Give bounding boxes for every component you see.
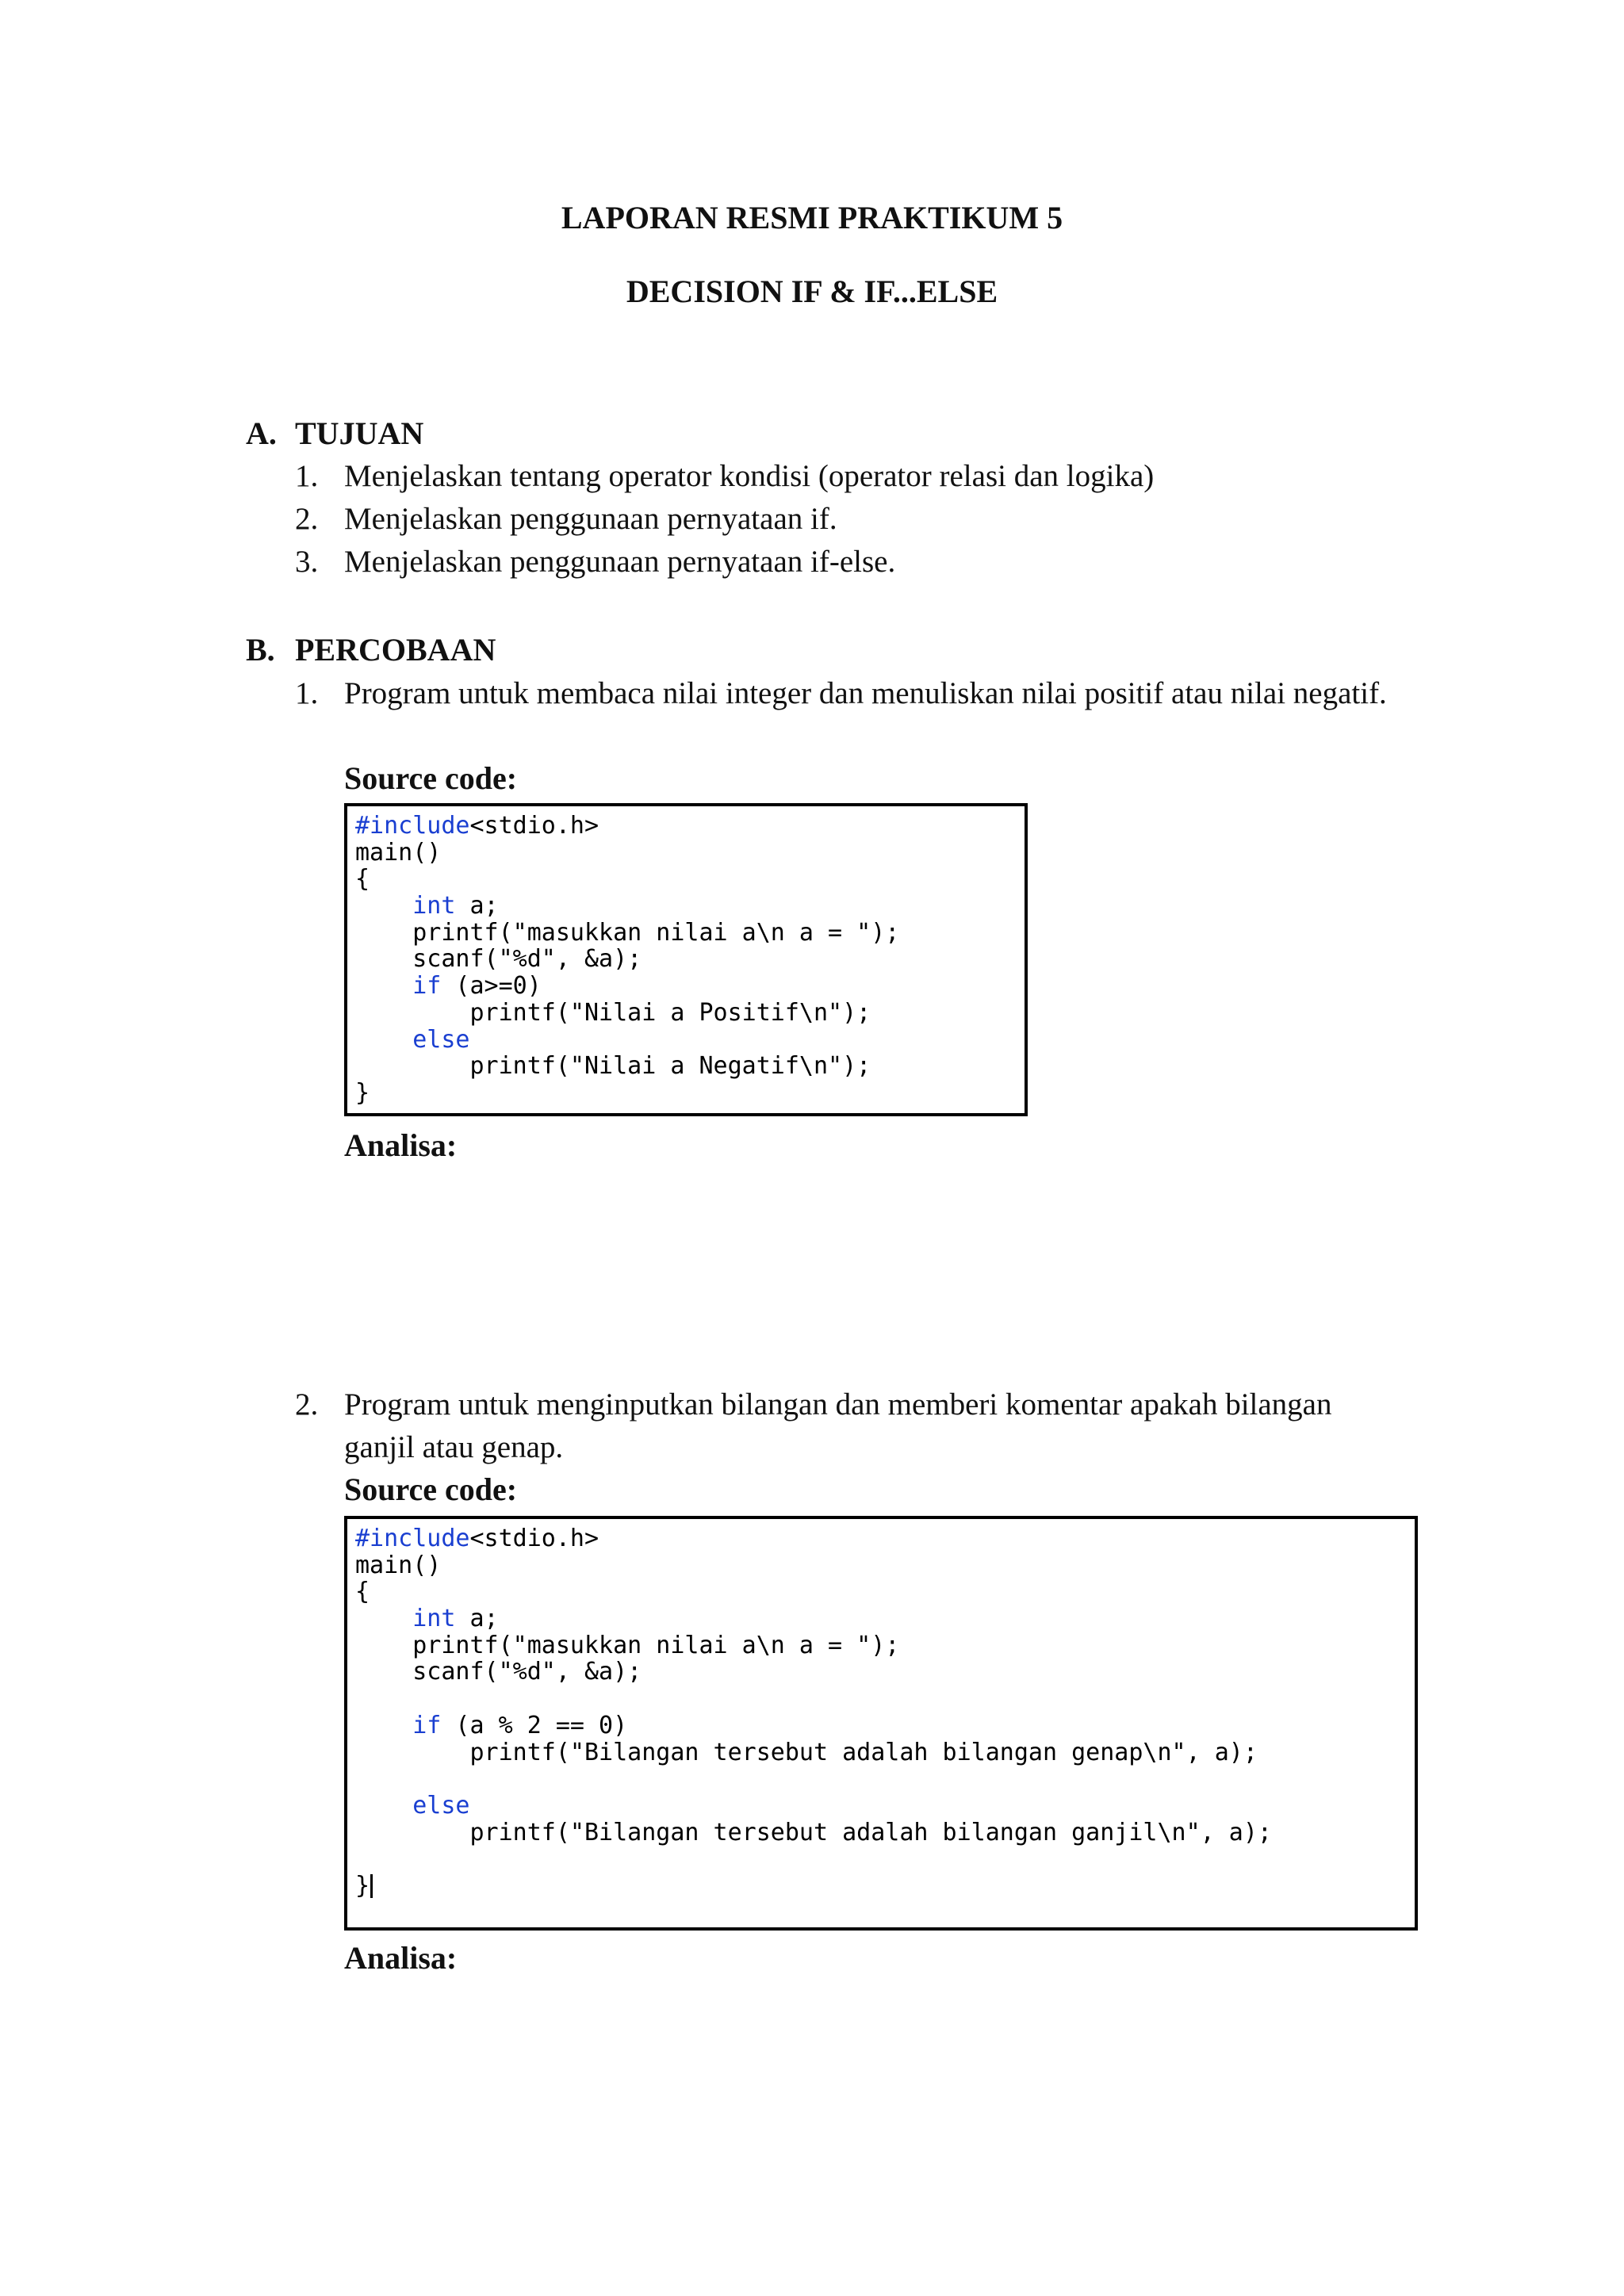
code-line bbox=[355, 840, 899, 867]
analysis-label: Analisa: bbox=[344, 1940, 458, 1976]
experiment-number: 2. bbox=[295, 1387, 319, 1422]
code-listing bbox=[355, 813, 899, 1107]
source-code-label: Source code: bbox=[344, 760, 518, 796]
code-text: printf("Nilai a Negatif\n"); bbox=[355, 1052, 871, 1081]
objective-number: 2. bbox=[295, 502, 319, 536]
code-text: scanf("%d", &a); bbox=[355, 945, 642, 974]
code-text: <stdio.h> bbox=[469, 1525, 599, 1552]
objective-text: Menjelaskan penggunaan pernyataan if. bbox=[344, 502, 837, 536]
objective-item bbox=[295, 455, 1389, 498]
code-text: printf("Nilai a Positif\n"); bbox=[355, 998, 871, 1027]
code-line bbox=[355, 1000, 899, 1027]
code-text: <stdio.h> bbox=[469, 812, 599, 840]
code-line bbox=[355, 813, 899, 840]
experiment-2 bbox=[295, 1383, 1389, 1469]
code-text: printf("Bilangan tersebut adalah bilangan ganjil\n", a); bbox=[355, 1818, 1272, 1846]
code-text: { bbox=[355, 1578, 370, 1606]
code-text bbox=[355, 1712, 412, 1739]
code-line bbox=[355, 1873, 1272, 1900]
page-title: LAPORAN RESMI PRAKTIKUM 5 bbox=[561, 200, 1063, 235]
code-line bbox=[355, 1525, 1272, 1552]
code-block-1 bbox=[344, 803, 1028, 1116]
code-text bbox=[355, 1026, 412, 1054]
section-a-letter: A. bbox=[246, 415, 277, 451]
code-keyword: else bbox=[412, 1025, 470, 1054]
experiment-description: Program untuk membaca nilai integer dan menuliskan nilai positif atau nilai negatif. bbox=[344, 676, 1387, 710]
analysis-label: Analisa: bbox=[344, 1127, 458, 1163]
code-keyword: int bbox=[412, 892, 456, 920]
code-line bbox=[355, 1578, 1272, 1605]
code-text: printf("masukkan nilai a\n a = "); bbox=[355, 1631, 900, 1659]
code-text: scanf("%d", &a); bbox=[355, 1658, 642, 1686]
code-text: (a % 2 == 0) bbox=[441, 1711, 628, 1739]
code-line bbox=[355, 920, 899, 947]
code-text bbox=[355, 972, 412, 1000]
code-line bbox=[355, 1027, 899, 1054]
code-line bbox=[355, 1820, 1272, 1846]
code-text bbox=[355, 892, 412, 920]
section-b-letter: B. bbox=[246, 632, 275, 668]
code-line bbox=[355, 1659, 1272, 1686]
section-b-heading bbox=[246, 630, 496, 670]
text-cursor bbox=[370, 1874, 373, 1898]
code-keyword: int bbox=[412, 1605, 456, 1633]
code-line bbox=[355, 866, 899, 893]
code-line bbox=[355, 1712, 1272, 1739]
experiment-1 bbox=[295, 672, 1389, 715]
code-line bbox=[355, 1846, 1272, 1873]
code-text: } bbox=[355, 1078, 370, 1107]
section-b-title: PERCOBAAN bbox=[295, 632, 496, 668]
code-text: { bbox=[355, 865, 370, 894]
code-line bbox=[355, 1632, 1272, 1659]
code-listing bbox=[355, 1525, 1272, 1900]
experiment-number: 1. bbox=[295, 676, 319, 710]
objective-item bbox=[295, 541, 1389, 584]
code-text: a; bbox=[455, 892, 499, 920]
code-line bbox=[355, 1766, 1272, 1793]
objective-text: Menjelaskan tentang operator kondisi (operator relasi dan logika) bbox=[344, 459, 1155, 493]
code-text bbox=[355, 1792, 412, 1820]
page-subtitle: DECISION IF & IF...ELSE bbox=[626, 274, 998, 309]
code-text: main() bbox=[355, 1551, 442, 1579]
code-line bbox=[355, 1686, 1272, 1712]
experiment-description: Program untuk menginputkan bilangan dan memberi komentar apakah bilangan ganjil atau genap. bbox=[344, 1387, 1332, 1464]
objective-number: 1. bbox=[295, 459, 319, 493]
section-a-heading bbox=[246, 414, 423, 453]
source-code-label: Source code: bbox=[344, 1471, 518, 1507]
code-keyword: #include bbox=[355, 812, 470, 840]
code-line bbox=[355, 946, 899, 973]
code-line bbox=[355, 893, 899, 920]
code-line bbox=[355, 1793, 1272, 1820]
code-keyword: #include bbox=[355, 1525, 470, 1552]
code-block-2 bbox=[344, 1516, 1418, 1931]
code-text bbox=[355, 1605, 412, 1632]
code-text: main() bbox=[355, 838, 442, 867]
code-text: printf("masukkan nilai a\n a = "); bbox=[355, 918, 900, 947]
code-text: a; bbox=[455, 1605, 499, 1633]
code-line bbox=[355, 1053, 899, 1080]
objective-item bbox=[295, 498, 1389, 541]
code-text: } bbox=[355, 1871, 370, 1900]
objective-text: Menjelaskan penggunaan pernyataan if-else. bbox=[344, 545, 896, 579]
code-line bbox=[355, 1605, 1272, 1632]
code-keyword: if bbox=[412, 1711, 442, 1739]
objective-number: 3. bbox=[295, 545, 319, 579]
code-line bbox=[355, 1739, 1272, 1766]
code-line bbox=[355, 973, 899, 1000]
code-text: (a>=0) bbox=[441, 972, 542, 1001]
code-text: printf("Bilangan tersebut adalah bilangan genap\n", a); bbox=[355, 1738, 1258, 1766]
code-keyword: if bbox=[412, 972, 442, 1001]
code-keyword: else bbox=[412, 1791, 470, 1820]
code-line bbox=[355, 1080, 899, 1107]
section-a-title: TUJUAN bbox=[295, 415, 424, 451]
code-line bbox=[355, 1552, 1272, 1579]
